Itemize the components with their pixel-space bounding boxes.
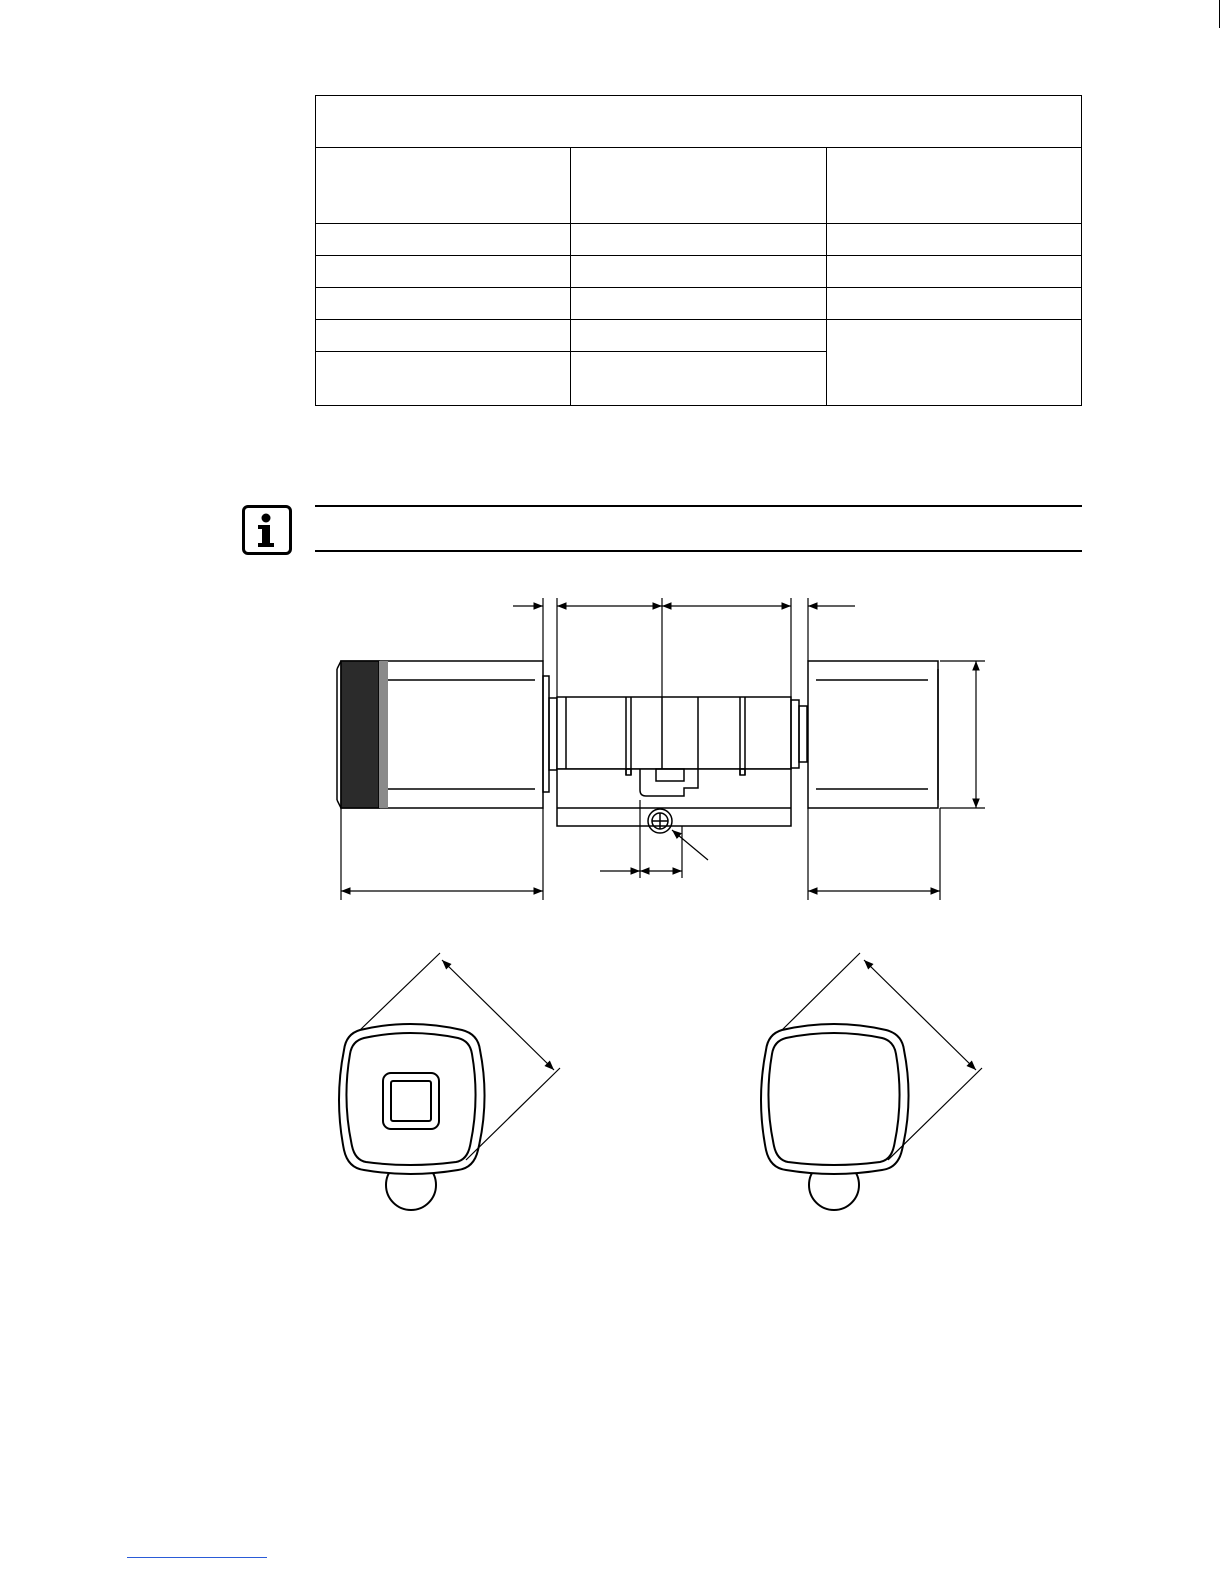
info-icon	[242, 505, 292, 555]
cylinder-body	[557, 697, 807, 833]
table-cell	[571, 256, 826, 288]
table-row	[316, 224, 1082, 256]
front-view-reader-knob	[339, 953, 560, 1210]
left-knob	[337, 661, 557, 808]
table-row	[316, 320, 1082, 352]
table-cell	[316, 148, 571, 224]
table-cell	[571, 352, 826, 406]
note-rule-bottom	[315, 550, 1082, 552]
table-cell	[571, 288, 826, 320]
front-view-plain-knob	[761, 953, 982, 1210]
table-row	[316, 288, 1082, 320]
table-cell	[316, 320, 571, 352]
table-cell	[316, 256, 571, 288]
spec-table	[315, 95, 1082, 406]
note-rule-top	[315, 505, 1082, 507]
table-cell	[316, 288, 571, 320]
table-cell	[571, 320, 826, 352]
table-row	[316, 256, 1082, 288]
table-cell	[826, 224, 1081, 256]
table-cell	[571, 148, 826, 224]
table-cell	[826, 288, 1081, 320]
side-view-cylinder	[337, 598, 985, 900]
table-cell-merged	[826, 320, 1081, 406]
table-cell	[826, 256, 1081, 288]
table-title-cell	[316, 96, 1082, 148]
page-edge-rule	[1219, 0, 1220, 28]
table-row	[316, 148, 1082, 224]
footer-link-underline[interactable]	[127, 1557, 267, 1558]
table-cell	[826, 148, 1081, 224]
cylinder-dimension-drawing	[300, 580, 1020, 1230]
table-cell	[316, 352, 571, 406]
right-knob	[808, 661, 938, 808]
table-cell	[571, 224, 826, 256]
table-cell	[316, 224, 571, 256]
note-text	[320, 512, 1075, 544]
